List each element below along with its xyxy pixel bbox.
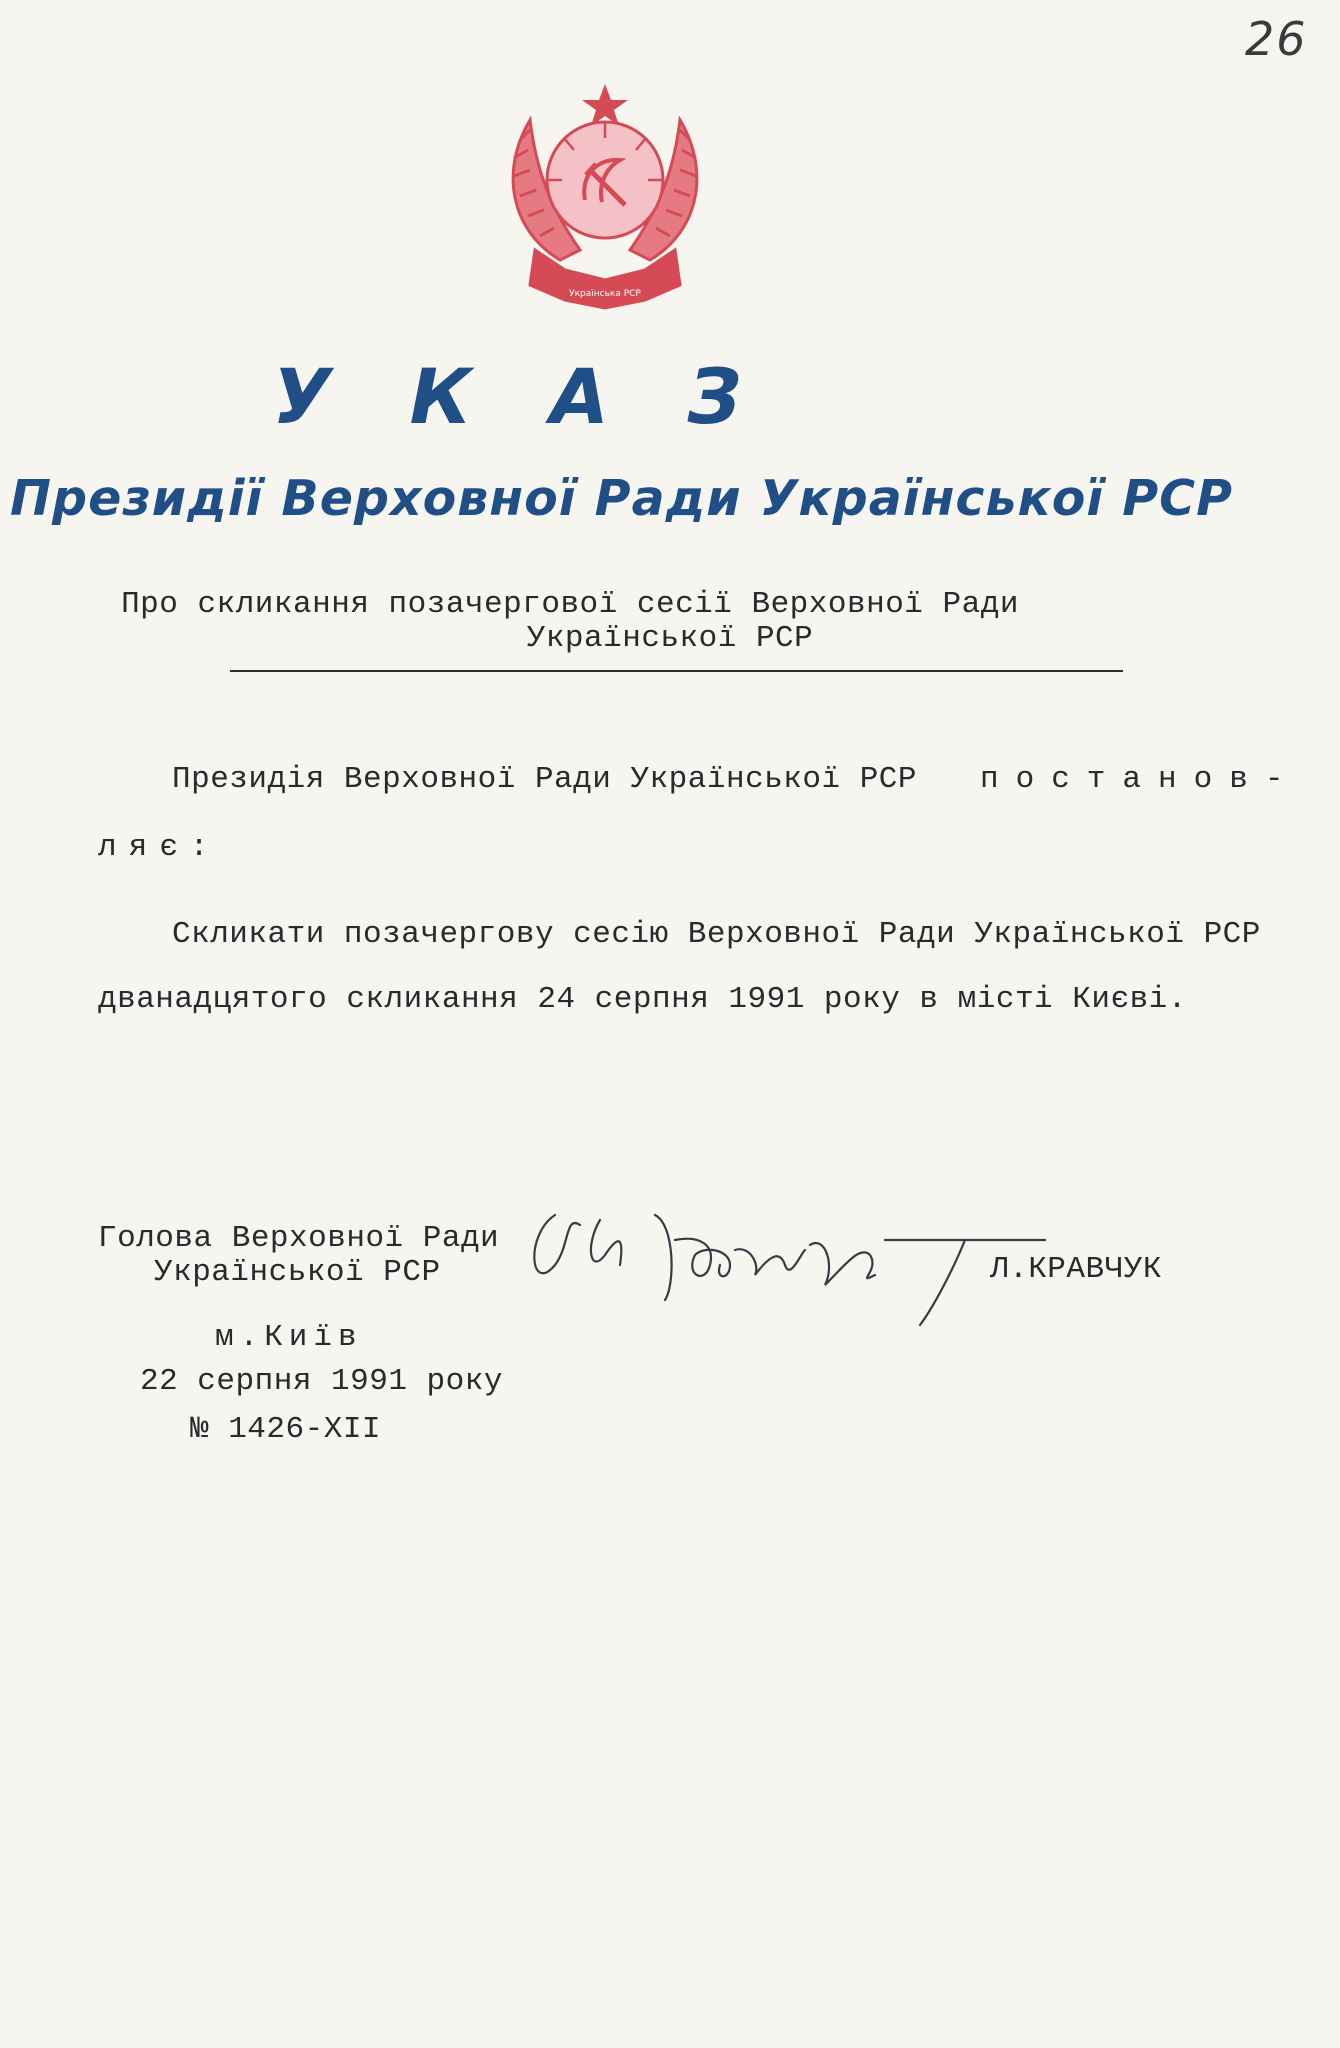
- decree-number: № 1426-XII: [190, 1412, 382, 1447]
- paragraph-2-line2: дванадцятого скликання 24 серпня 1991 року в місті Києві.: [98, 982, 1187, 1017]
- signatory-position-line2: Української РСР: [154, 1255, 441, 1290]
- subject-underline: [230, 670, 1123, 672]
- paragraph-2-line1: Скликати позачергову сесію Верховної Ради Української РСР: [172, 917, 1261, 952]
- signatory-name: Л.КРАВЧУК: [990, 1252, 1162, 1287]
- document-subtitle: Президії Верховної Ради Української РСР: [10, 470, 1234, 527]
- decree-subject-line2: Української РСР: [526, 621, 814, 656]
- document-title: У К А З: [272, 352, 768, 441]
- issue-place: м.Київ: [215, 1320, 363, 1355]
- state-emblem: [490, 80, 720, 312]
- signatory-position-line1: Голова Верховної Ради: [98, 1221, 500, 1256]
- paragraph-1-end: ляє:: [98, 830, 221, 865]
- issue-date: 22 серпня 1991 року: [140, 1364, 503, 1399]
- signatory-position: [98, 1222, 499, 1290]
- paragraph-1-spaced: постанов-: [980, 762, 1301, 797]
- emblem-ribbon-text: Українська РСР: [569, 289, 641, 299]
- paragraph-1-start: Президія Верховної Ради Української РСР: [172, 762, 918, 797]
- decree-subject-line1: Про скликання позачергової сесії Верховної Ради: [121, 587, 1019, 622]
- folio-number: 26: [1245, 12, 1308, 66]
- decree-subject: [0, 588, 1340, 656]
